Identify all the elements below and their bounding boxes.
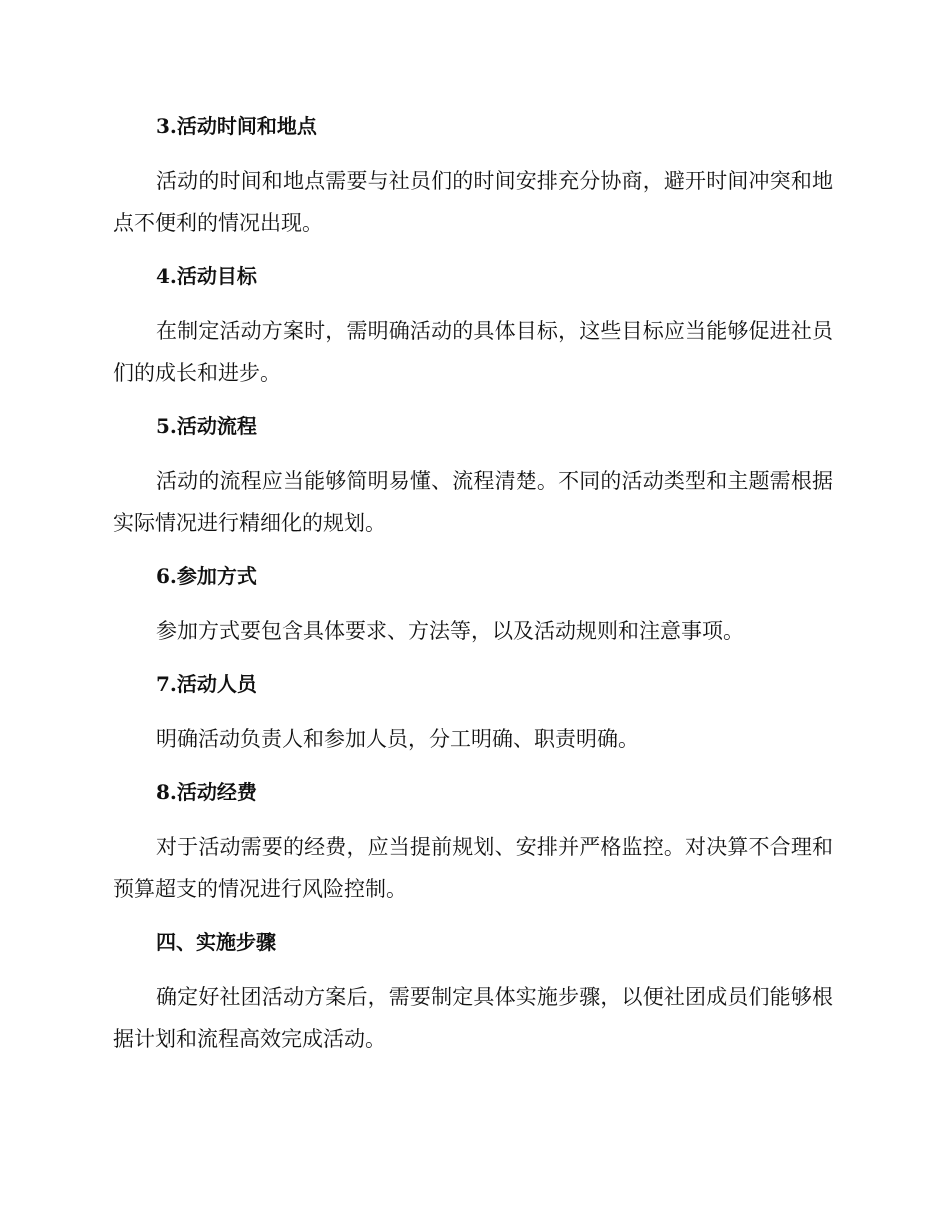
section-heading: 5.活动流程	[156, 414, 257, 438]
section-activity-process	[113, 408, 833, 544]
section-paragraph: 对于活动需要的经费，应当提前规划、安排并严格监控。对决算不合理和预算超支的情况进行风险控制。	[113, 835, 833, 901]
section-implementation-steps	[113, 924, 833, 1060]
document-page	[113, 108, 833, 1074]
section-activity-time-place	[113, 108, 833, 244]
section-heading: 6.参加方式	[156, 564, 257, 588]
section-paragraph: 参加方式要包含具体要求、方法等，以及活动规则和注意事项。	[156, 619, 744, 643]
section-heading: 四、实施步骤	[156, 930, 276, 954]
section-paragraph: 在制定活动方案时，需明确活动的具体目标，这些目标应当能够促进社员们的成长和进步。	[113, 319, 833, 385]
section-heading: 4.活动目标	[156, 264, 257, 288]
section-activity-budget	[113, 774, 833, 910]
section-paragraph: 活动的时间和地点需要与社员们的时间安排充分协商，避开时间冲突和地点不便利的情况出现。	[113, 169, 833, 235]
section-heading: 3.活动时间和地点	[156, 114, 317, 138]
section-heading: 7.活动人员	[156, 672, 257, 696]
section-participation-method	[113, 558, 833, 652]
section-activity-goal	[113, 258, 833, 394]
section-heading: 8.活动经费	[156, 780, 257, 804]
section-paragraph: 明确活动负责人和参加人员，分工明确、职责明确。	[156, 727, 639, 751]
section-activity-personnel	[113, 666, 833, 760]
section-paragraph: 确定好社团活动方案后，需要制定具体实施步骤，以便社团成员们能够根据计划和流程高效完成活动。	[113, 985, 833, 1051]
section-paragraph: 活动的流程应当能够简明易懂、流程清楚。不同的活动类型和主题需根据实际情况进行精细化的规划。	[113, 469, 833, 535]
